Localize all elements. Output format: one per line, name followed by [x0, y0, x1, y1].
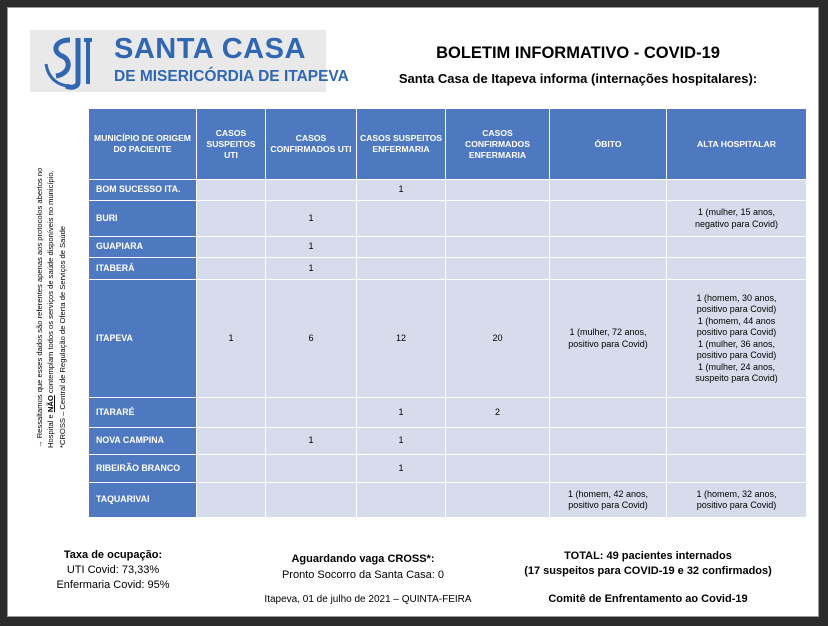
cell-conf-enf: [446, 237, 550, 258]
side-note: [35, 118, 69, 448]
row-municipio: ITARARÉ: [89, 398, 197, 428]
cell-conf-enf: [446, 483, 550, 518]
cell-conf-enf: [446, 428, 550, 455]
side-note-text-a: Hospital e: [45, 412, 55, 448]
total-line-1: TOTAL: 49 pacientes internados: [564, 550, 732, 562]
cell-alta: [667, 180, 807, 201]
waiting-value: Pronto Socorro da Santa Casa: 0: [281, 569, 445, 581]
cell-alta: [667, 398, 807, 428]
row-municipio: BURI: [89, 201, 197, 237]
cell-susp-enf: 1: [357, 180, 446, 201]
table-row: [89, 428, 807, 455]
row-municipio: NOVA CAMPINA: [89, 428, 197, 455]
bulletin-page: [7, 7, 819, 617]
cell-susp-enf: 1: [357, 455, 446, 483]
side-note-line-2: [46, 118, 57, 448]
cell-conf-uti: [266, 483, 357, 518]
cell-susp-enf: [357, 258, 446, 280]
cell-alta: [667, 258, 807, 280]
occupancy-title: Taxa de ocupação:: [63, 549, 163, 561]
header-municipio: MUNICÍPIO DE ORIGEM DO PACIENTE: [89, 109, 197, 180]
row-municipio: ITABERÁ: [89, 258, 197, 280]
table-header-row: [89, 109, 807, 180]
bulletin-date: Itapeva, 01 de julho de 2021 – QUINTA-FEIRA: [264, 594, 472, 605]
cell-susp-enf: [357, 483, 446, 518]
table-row: [89, 258, 807, 280]
header-confirmados-uti: CASOS CONFIRMADOS UTI: [266, 109, 357, 180]
cell-obito: [550, 237, 667, 258]
cell-susp-uti: [197, 428, 266, 455]
side-note-text-b: contemplam todos os serviços de saúde disponíveis no município.: [45, 170, 55, 396]
cell-conf-enf: [446, 201, 550, 237]
cell-obito: [550, 398, 667, 428]
header-suspeitos-uti: CASOS SUSPEITOS UTI: [197, 109, 266, 180]
cell-conf-uti: 1: [266, 201, 357, 237]
total-line-2: (17 suspeitos para COVID-19 e 32 confirmados): [524, 565, 772, 577]
cell-conf-uti: [266, 180, 357, 201]
cell-conf-uti: 1: [266, 428, 357, 455]
cell-conf-enf: [446, 180, 550, 201]
header-suspeitos-enfermaria: CASOS SUSPEITOS ENFERMARIA: [357, 109, 446, 180]
cell-conf-uti: [266, 398, 357, 428]
table-row: [89, 280, 807, 398]
cell-conf-uti: [266, 455, 357, 483]
cell-conf-uti: 1: [266, 258, 357, 280]
header-confirmados-enfermaria: CASOS CONFIRMADOS ENFERMARIA: [446, 109, 550, 180]
cell-susp-enf: [357, 237, 446, 258]
cell-alta: [667, 428, 807, 455]
santa-casa-logo: [30, 30, 349, 92]
table-row: [89, 398, 807, 428]
cell-conf-enf: [446, 258, 550, 280]
table-row: [89, 237, 807, 258]
cell-conf-enf: 20: [446, 280, 550, 398]
cell-conf-uti: 6: [266, 280, 357, 398]
cell-susp-enf: 12: [357, 280, 446, 398]
side-note-emphasis: NÃO: [45, 395, 55, 413]
hospitalization-table: [88, 108, 807, 518]
cell-alta: [667, 237, 807, 258]
logo-subname: DE MISERICÓRDIA DE ITAPEVA: [114, 68, 349, 85]
cell-susp-enf: 1: [357, 398, 446, 428]
header-obito: ÓBITO: [550, 109, 667, 180]
occupancy-uti: UTI Covid: 73,33%: [66, 564, 160, 576]
cell-alta: 1 (mulher, 15 anos, negativo para Covid): [667, 201, 807, 237]
logo-name: SANTA CASA: [114, 33, 306, 65]
cell-conf-uti: 1: [266, 237, 357, 258]
side-note-line-1: → Ressaltamos que esses dados são referentes apenas aos protocolos abertos no: [35, 167, 44, 448]
cell-conf-enf: 2: [446, 398, 550, 428]
row-municipio: ITAPEVA: [89, 280, 197, 398]
side-note-cross-definition: *CROSS – Central de Regulação de Oferta de Serviços de Saúde: [58, 225, 67, 448]
cell-alta: 1 (homem, 32 anos, positivo para Covid): [667, 483, 807, 518]
cell-susp-uti: [197, 237, 266, 258]
occupancy-rate: [38, 548, 188, 593]
bulletin-subtitle: Santa Casa de Itapeva informa (internações hospitalares):: [398, 71, 758, 86]
table-row: [89, 455, 807, 483]
waiting-title: Aguardando vaga CROSS*:: [291, 553, 435, 565]
header-alta: ALTA HOSPITALAR: [667, 109, 807, 180]
cell-alta: [667, 455, 807, 483]
cell-obito: 1 (mulher, 72 anos, positivo para Covid): [550, 280, 667, 398]
cell-susp-enf: 1: [357, 428, 446, 455]
row-municipio: RIBEIRÃO BRANCO: [89, 455, 197, 483]
cell-obito: [550, 201, 667, 237]
cell-obito: [550, 428, 667, 455]
row-municipio: TAQUARIVAI: [89, 483, 197, 518]
table-row: [89, 201, 807, 237]
cell-obito: [550, 455, 667, 483]
row-municipio: GUAPIARA: [89, 237, 197, 258]
cell-susp-uti: [197, 483, 266, 518]
cell-susp-uti: [197, 398, 266, 428]
cell-alta: 1 (homem, 30 anos, positivo para Covid) 1 (homem, 44 anos positivo para Covid) 1 (mulher, 36 anos, positivo para Covid) 1 (mulher, 24 anos, suspeito para Covid): [667, 280, 807, 398]
santa-casa-emblem-icon: [40, 34, 100, 90]
cell-susp-uti: 1: [197, 280, 266, 398]
cell-conf-enf: [446, 455, 550, 483]
cell-susp-enf: [357, 201, 446, 237]
cell-susp-uti: [197, 180, 266, 201]
cell-obito: [550, 258, 667, 280]
occupancy-enfermaria: Enfermaria Covid: 95%: [56, 579, 170, 591]
total-summary: [498, 549, 798, 579]
committee-signature: Comitê de Enfrentamento ao Covid-19: [548, 593, 748, 605]
cell-susp-uti: [197, 201, 266, 237]
table-row: [89, 180, 807, 201]
cell-obito: [550, 180, 667, 201]
cell-obito: 1 (homem, 42 anos, positivo para Covid): [550, 483, 667, 518]
row-municipio: BOM SUCESSO ITA.: [89, 180, 197, 201]
table-row: [89, 483, 807, 518]
cross-waiting: [258, 551, 468, 583]
cell-susp-uti: [197, 258, 266, 280]
bulletin-title: BOLETIM INFORMATIVO - COVID-19: [436, 44, 720, 62]
cell-susp-uti: [197, 455, 266, 483]
